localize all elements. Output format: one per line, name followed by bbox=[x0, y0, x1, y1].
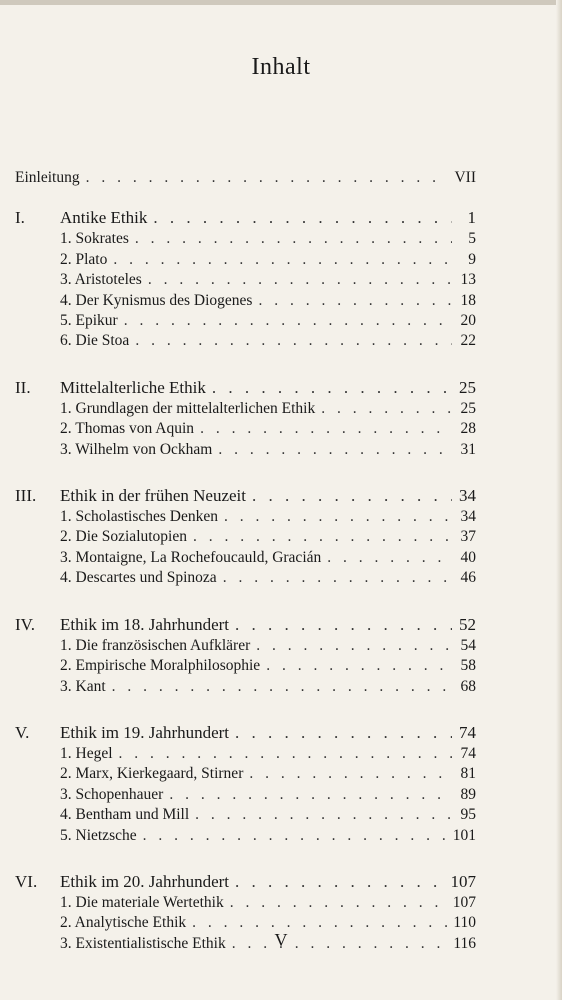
dot-leader bbox=[224, 507, 452, 527]
toc-entry-row bbox=[15, 250, 476, 270]
dot-leader bbox=[235, 613, 452, 636]
dot-leader bbox=[124, 311, 452, 331]
chapter-page: 74 bbox=[459, 722, 476, 742]
dot-leader bbox=[86, 168, 449, 188]
toc-entry-row bbox=[15, 764, 476, 784]
chapter-numeral: III. bbox=[15, 486, 37, 506]
entry-title: 4. Descartes und Spinoza bbox=[60, 569, 217, 587]
entry-title: 1. Die materiale Wertethik bbox=[60, 893, 224, 911]
toc-entry-row bbox=[15, 636, 476, 656]
entry-title: 2. Die Sozialutopien bbox=[60, 528, 187, 546]
entry-page: 28 bbox=[460, 420, 476, 438]
dot-leader bbox=[230, 893, 447, 913]
entry-title: 1. Grundlagen der mittelalterlichen Ethik bbox=[60, 399, 316, 417]
toc-entry-row bbox=[15, 805, 476, 825]
toc-entry-row bbox=[15, 785, 476, 805]
entry-title: 3. Wilhelm von Ockham bbox=[60, 440, 213, 458]
entry-page: 25 bbox=[460, 399, 476, 417]
entry-title: 4. Der Kynismus des Diogenes bbox=[60, 291, 253, 309]
dot-leader bbox=[193, 527, 452, 547]
dot-leader bbox=[135, 229, 452, 249]
toc-entry-row bbox=[15, 656, 476, 676]
dot-leader bbox=[235, 721, 452, 744]
chapter-numeral: II. bbox=[15, 377, 31, 397]
chapter-title: Mittelalterliche Ethik bbox=[60, 377, 206, 397]
dot-leader bbox=[169, 785, 452, 805]
chapter-title: Ethik in der frühen Neuzeit bbox=[60, 486, 246, 506]
toc-section bbox=[15, 484, 476, 589]
entry-title: 2. Marx, Kierkegaard, Stirner bbox=[60, 765, 244, 783]
dot-leader bbox=[143, 826, 447, 846]
chapter-page: 1 bbox=[467, 208, 476, 228]
dot-leader bbox=[252, 484, 452, 507]
entry-title: 1. Sokrates bbox=[60, 230, 129, 248]
entry-title: 3. Aristoteles bbox=[60, 271, 142, 289]
dot-leader bbox=[258, 291, 452, 311]
entry-page: 89 bbox=[460, 785, 476, 803]
entry-page: 95 bbox=[460, 806, 476, 824]
entry-title: 2. Empirische Moralphilosophie bbox=[60, 657, 261, 675]
entry-page: 31 bbox=[460, 440, 476, 458]
chapter-numeral: IV. bbox=[15, 614, 35, 634]
dot-leader bbox=[113, 250, 452, 270]
entry-page: 81 bbox=[460, 765, 476, 783]
entry-title: 6. Die Stoa bbox=[60, 332, 130, 350]
chapter-title: Antike Ethik bbox=[60, 208, 148, 228]
toc-entry-row bbox=[15, 419, 476, 439]
table-of-contents bbox=[15, 168, 476, 978]
entry-page: 40 bbox=[460, 548, 476, 566]
chapter-page: 107 bbox=[450, 871, 476, 891]
entry-title: 3. Kant bbox=[60, 677, 106, 695]
dot-leader bbox=[266, 656, 452, 676]
entry-page: 18 bbox=[460, 291, 476, 309]
dot-leader bbox=[321, 399, 452, 419]
toc-entry-row bbox=[15, 568, 476, 588]
entry-title: 3. Montaigne, La Rochefoucauld, Gracián bbox=[60, 548, 322, 566]
entry-title: 2. Plato bbox=[60, 250, 108, 268]
entry-page: 74 bbox=[460, 744, 476, 762]
toc-chapter-row bbox=[15, 376, 476, 399]
page-top-edge bbox=[0, 0, 562, 5]
chapter-numeral: VI. bbox=[15, 871, 38, 891]
dot-leader bbox=[112, 677, 452, 697]
entry-title: 2. Analytische Ethik bbox=[60, 914, 187, 932]
entry-page: 20 bbox=[460, 312, 476, 330]
chapter-page: 34 bbox=[459, 486, 476, 506]
chapter-page: 52 bbox=[459, 614, 476, 634]
toc-entry-row bbox=[15, 744, 476, 764]
entry-title: 1. Scholastisches Denken bbox=[60, 508, 218, 526]
toc-chapter-row bbox=[15, 484, 476, 507]
toc-entry-row bbox=[15, 331, 476, 351]
toc-entry-row bbox=[15, 826, 476, 846]
dot-leader bbox=[135, 331, 452, 351]
toc-chapter-row bbox=[15, 721, 476, 744]
dot-leader bbox=[223, 568, 452, 588]
entry-page: 5 bbox=[468, 230, 476, 248]
toc-intro-row bbox=[15, 168, 476, 188]
dot-leader bbox=[235, 870, 444, 893]
entry-page: 46 bbox=[460, 569, 476, 587]
entry-title: 3. Existentialistische Ethik bbox=[60, 934, 226, 952]
toc-entry-row bbox=[15, 291, 476, 311]
toc-section bbox=[15, 721, 476, 846]
entry-title: 5. Epikur bbox=[60, 312, 118, 330]
toc-entry-row bbox=[15, 311, 476, 331]
dot-leader bbox=[200, 419, 452, 439]
chapter-title: Ethik im 18. Jahrhundert bbox=[60, 614, 230, 634]
entry-title: 2. Thomas von Aquin bbox=[60, 420, 195, 438]
entry-page: 107 bbox=[452, 893, 476, 911]
toc-section bbox=[15, 206, 476, 351]
entry-page: 58 bbox=[460, 657, 476, 675]
toc-sections bbox=[15, 206, 476, 954]
chapter-numeral: V. bbox=[15, 722, 30, 742]
entry-title: 4. Bentham und Mill bbox=[60, 806, 190, 824]
entry-page: 101 bbox=[452, 826, 476, 844]
toc-entry-row bbox=[15, 507, 476, 527]
dot-leader bbox=[195, 805, 452, 825]
toc-entry-row bbox=[15, 229, 476, 249]
dot-leader bbox=[153, 206, 452, 229]
entry-page: 22 bbox=[460, 332, 476, 350]
dot-leader bbox=[212, 376, 452, 399]
dot-leader bbox=[249, 764, 452, 784]
toc-section bbox=[15, 613, 476, 697]
toc-section bbox=[15, 376, 476, 460]
toc-entry-row bbox=[15, 440, 476, 460]
entry-page: 54 bbox=[460, 636, 476, 654]
entry-title: 5. Nietzsche bbox=[60, 826, 137, 844]
entry-title: 1. Hegel bbox=[60, 744, 113, 762]
dot-leader bbox=[218, 440, 452, 460]
toc-intro-page: VII bbox=[454, 169, 476, 186]
entry-page: 13 bbox=[460, 271, 476, 289]
dot-leader bbox=[148, 270, 452, 290]
toc-entry-row bbox=[15, 893, 476, 913]
entry-page: 9 bbox=[468, 250, 476, 268]
page-title: Inhalt bbox=[251, 54, 311, 80]
chapter-page: 25 bbox=[459, 377, 476, 397]
toc-chapter-row bbox=[15, 870, 476, 893]
toc-intro-label: Einleitung bbox=[15, 169, 80, 186]
toc-entry-row bbox=[15, 270, 476, 290]
dot-leader bbox=[327, 548, 452, 568]
toc-entry-row bbox=[15, 399, 476, 419]
entry-title: 1. Die französischen Aufklärer bbox=[60, 636, 251, 654]
entry-page: 68 bbox=[460, 677, 476, 695]
chapter-numeral: I. bbox=[15, 208, 25, 228]
toc-chapter-row bbox=[15, 613, 476, 636]
dot-leader bbox=[256, 636, 452, 656]
toc-entry-row bbox=[15, 548, 476, 568]
entry-page: 34 bbox=[460, 508, 476, 526]
chapter-title: Ethik im 20. Jahrhundert bbox=[60, 871, 230, 891]
page-right-edge bbox=[556, 0, 562, 1000]
chapter-title: Ethik im 19. Jahrhundert bbox=[60, 722, 230, 742]
entry-page: 37 bbox=[460, 528, 476, 546]
dot-leader bbox=[119, 744, 452, 764]
toc-chapter-row bbox=[15, 206, 476, 229]
toc-entry-row bbox=[15, 677, 476, 697]
entry-page: 110 bbox=[453, 914, 476, 932]
entry-title: 3. Schopenhauer bbox=[60, 785, 164, 803]
page-number: V bbox=[274, 930, 288, 950]
entry-page: 116 bbox=[453, 934, 476, 952]
toc-entry-row bbox=[15, 527, 476, 547]
